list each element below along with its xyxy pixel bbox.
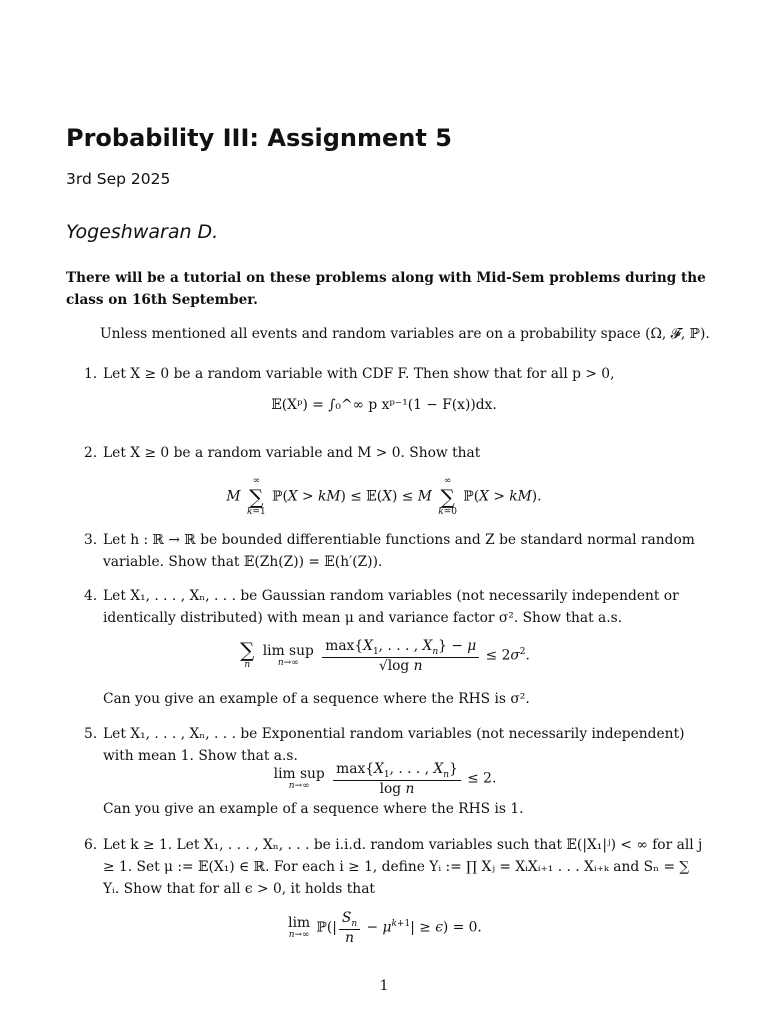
followup-text: Can you give an example of a sequence where the RHS is 1. xyxy=(103,801,524,817)
equation-1 xyxy=(0,397,768,413)
problem-4-followup xyxy=(84,688,704,710)
problem-number: 5. xyxy=(84,726,98,742)
date: 3rd Sep 2025 xyxy=(66,170,171,188)
equation-5: lim sup n→∞ $\frac{\max\{X_1, . . . , X_n\}}{\text{log n}}$ ≤ 2. xyxy=(273,761,497,797)
problem-1 xyxy=(84,363,704,385)
problem-text: Let X ≥ 0 be a random variable with CDF F. Then show that for all p > 0, xyxy=(103,366,615,382)
problem-number: 4. xyxy=(84,588,98,604)
problem-2 xyxy=(84,442,704,464)
page-number: 1 xyxy=(379,978,389,994)
equation-2: M ∞ ∑ k=1 ℙ(X > kM) ≤ 𝔼(X) ≤ M ∞ ∑ k=0 ℙ(X > kM). xyxy=(226,476,542,517)
equation-6: lim n→∞ ℙ(| $\frac{S_n}{n}$ − $\mu^{k+1}| \ge \epsilon) = 0$. xyxy=(288,910,482,946)
page-title: Probability III: Assignment 5 xyxy=(66,124,452,152)
problem-3 xyxy=(84,529,704,573)
problem-text: Let h : ℝ → ℝ be bounded differentiable functions and Z be standard normal random variable. Show that 𝔼(Zh(Z)) = 𝔼(h′(Z)). xyxy=(103,532,695,570)
tutorial-notice: There will be a tutorial on these problems along with Mid-Sem problems during the class on 16th September. xyxy=(66,270,706,308)
followup-text: Can you give an example of a sequence where the RHS is σ². xyxy=(103,691,530,707)
problem-number: 3. xyxy=(84,532,98,548)
problem-4 xyxy=(84,585,704,629)
problem-text: Let X₁, . . . , Xₙ, . . . be Exponential random variables (not necessarily independent) with mean 1. Show that a.s. xyxy=(103,726,685,764)
problem-number: 2. xyxy=(84,445,98,461)
problem-number: 1. xyxy=(84,366,98,382)
equation-1-text: 𝔼(Xᵖ) = ∫₀^∞ p xᵖ⁻¹(1 − F(x))dx. xyxy=(271,397,497,413)
problem-text: Let k ≥ 1. Let X₁, . . . , Xₙ, . . . be i.i.d. random variables such that 𝔼(|X₁|ʲ) < ∞ for all j ≥ 1. Set μ := 𝔼(X₁) ∈ ℝ. For each i ≥ 1, define Yᵢ := ∏ Xⱼ = XᵢXᵢ₊₁ . . . Xᵢ₊ₖ and Sₙ = ∑ Yᵢ. Show that for all ϵ > 0, it holds that xyxy=(103,837,703,897)
author: Yogeshwaran D. xyxy=(66,221,219,243)
problem-text: Let X₁, . . . , Xₙ, . . . be Gaussian random variables (not necessarily independent or identically distributed) with mean μ and variance factor σ². Show that a.s. xyxy=(103,588,679,626)
problem-6 xyxy=(84,834,704,900)
intro-text: Unless mentioned all events and random variables are on a probability space (Ω, 𝓕, ℙ). xyxy=(100,326,710,342)
problem-number: 6. xyxy=(84,837,98,853)
equation-4: ∑ n lim sup n→∞ $\frac{\max\{X_1, . . . , X_n\} - \mu}{\text{√log n}}$ ≤ $2\sigma^2$. xyxy=(240,638,530,674)
problem-text: Let X ≥ 0 be a random variable and M > 0. Show that xyxy=(103,445,481,461)
problem-5-followup xyxy=(84,798,704,820)
